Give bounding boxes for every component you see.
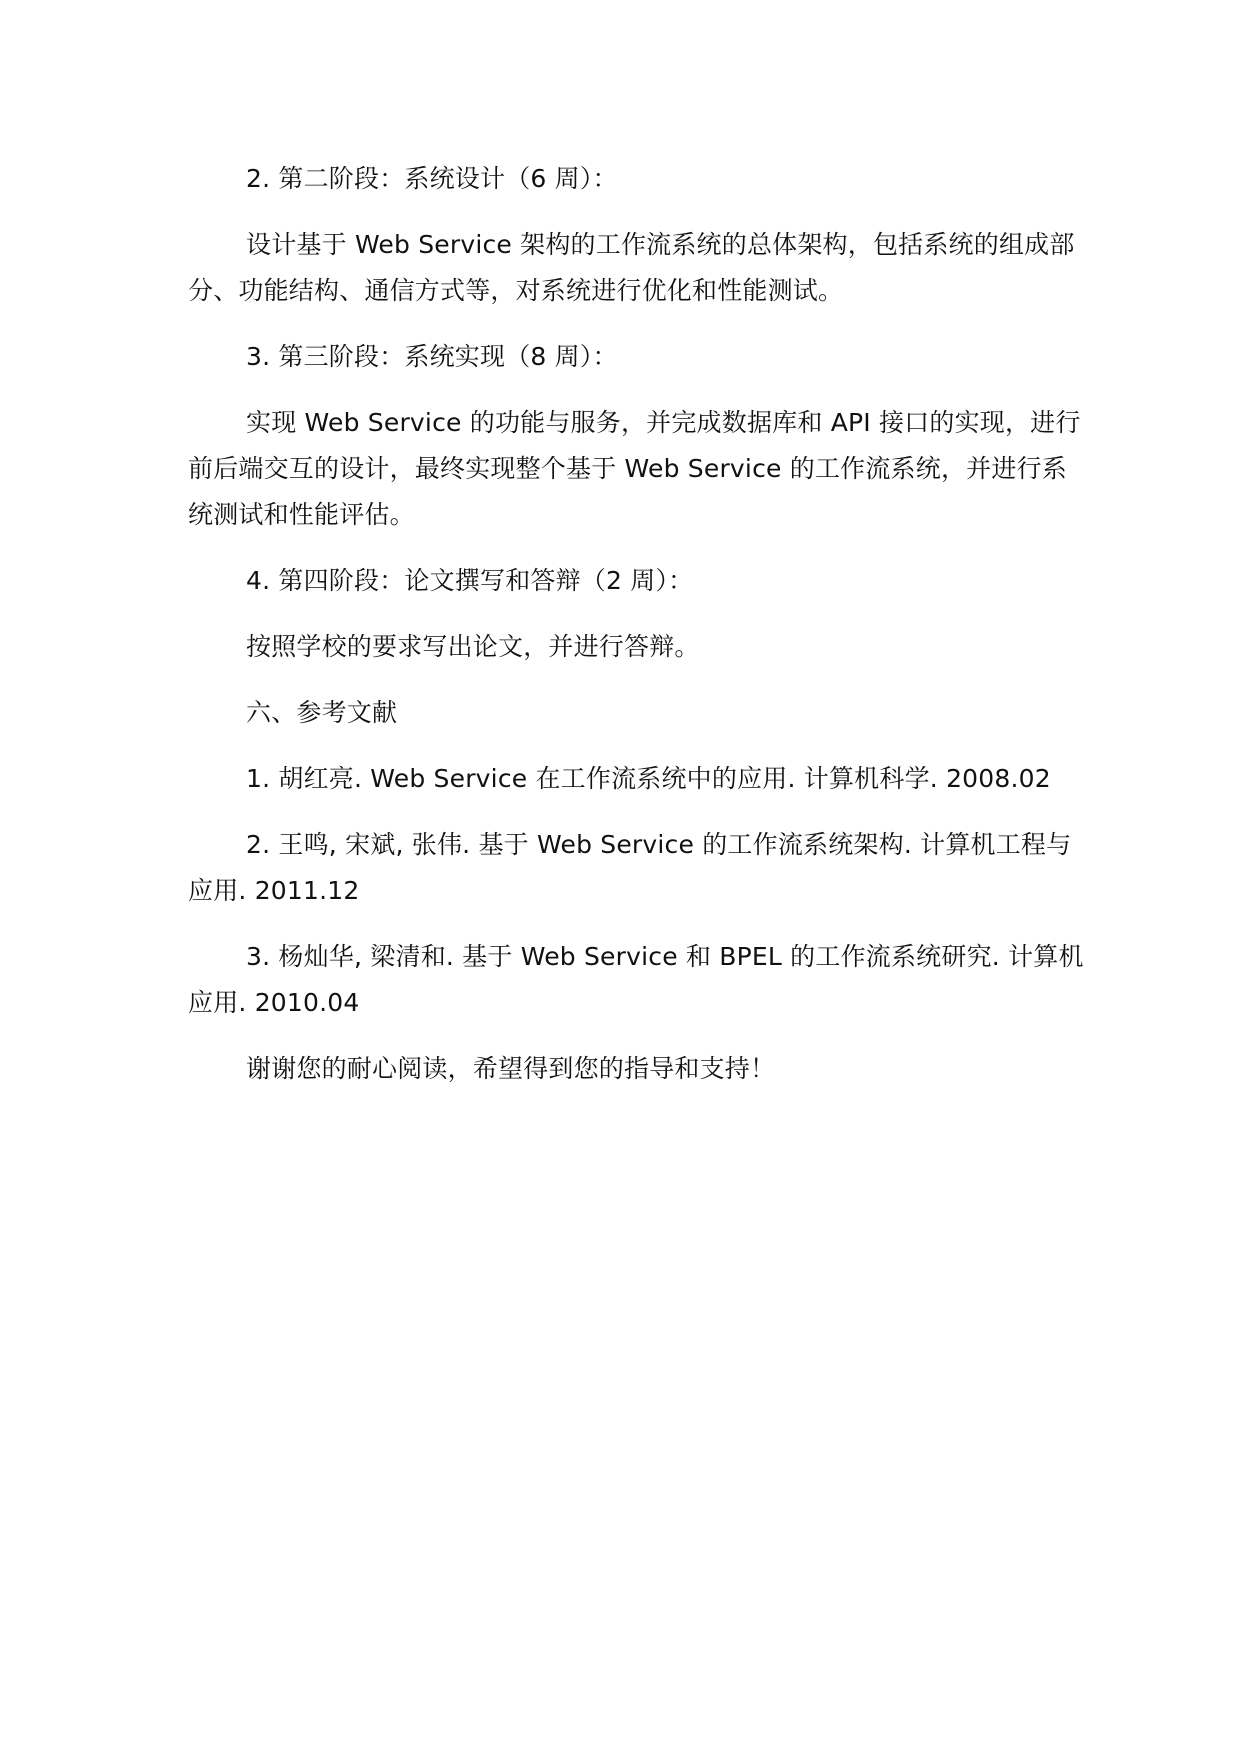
closing-remark: 谢谢您的耐心阅读，希望得到您的指导和支持！ (246, 1054, 776, 1083)
stage3-description: 实现 Web Service 的功能与服务，并完成数据库和 API 接口的实现，进行前后端交互的设计，最终实现整个基于 Web Service 的工作流系统，并进行系统测试和性能评估。 (188, 408, 1081, 529)
stage2-heading: 2. 第二阶段：系统设计（6 周）： (246, 164, 618, 193)
reference-item-1: 1. 胡红亮. Web Service 在工作流系统中的应用. 计算机科学. 2008.02 (246, 764, 1051, 793)
document-page (188, 156, 1088, 1092)
stage3-heading: 3. 第三阶段：系统实现（8 周）： (246, 342, 618, 371)
stage4-heading: 4. 第四阶段：论文撰写和答辩（2 周）： (246, 566, 694, 595)
reference-item-2: 2. 王鸣, 宋斌, 张伟. 基于 Web Service 的工作流系统架构. 计算机工程与应用. 2011.12 (188, 830, 1072, 905)
reference-item-3: 3. 杨灿华, 梁清和. 基于 Web Service 和 BPEL 的工作流系统研究. 计算机应用. 2010.04 (188, 942, 1084, 1017)
references-heading: 六、参考文献 (246, 698, 398, 727)
stage4-description: 按照学校的要求写出论文，并进行答辩。 (246, 632, 700, 661)
stage2-description: 设计基于 Web Service 架构的工作流系统的总体架构，包括系统的组成部分、功能结构、通信方式等，对系统进行优化和性能测试。 (188, 230, 1075, 305)
